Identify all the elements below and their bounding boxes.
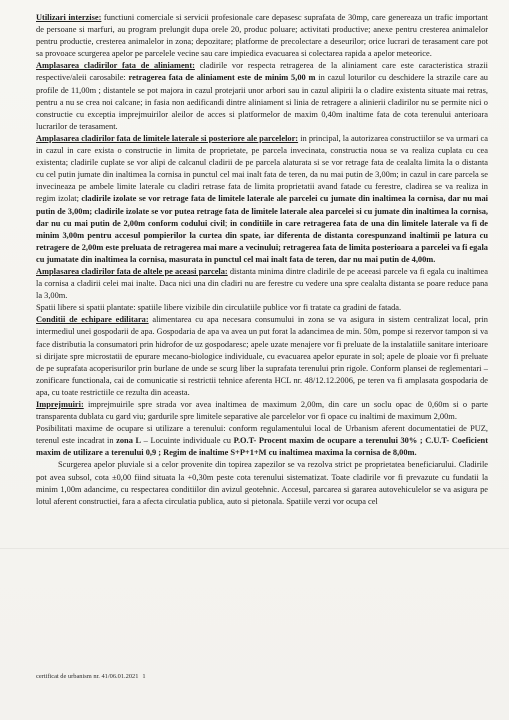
heading-echipare-edilitara: Conditii de echipare edilitara: (36, 315, 149, 325)
paragraph-echipare-edilitara: Conditii de echipare edilitara: alimentarea cu apa necesara consumului in zona se va asigura in sistem centralizat local, prin intermediul unei gospodarii de apa. Gospodaria de apa va avea un put forat la adancimea de min. 50m, pompe si rezervor tampon si va face distributia la consumatori prin hidrofor de uz gospodaresc; apele uzate menajere vor fi preluate de la instalatiile sanitare interioare si dirijate spre microstatii de epurare mecano-biologice individuale, cu evacuarea apelor epurate in sol; apele de ploaie vor fi preluate de pe suprafata acoperisurilor prin burlane de unde se scurg liber la suprafata terenului prin rigole. Conform plansei de reglementari – zonificare functionala, cai de comunicatie si restrictii tehnice aferenta HCL nr. 48/12.12.2006, pe teren va fi amplasata gospodaria de apa, cu toate restrictiile ce rezulta din aceasta. (36, 315, 488, 397)
paragraph-scurgerea-apelor: Scurgerea apelor pluviale si a celor provenite din topirea zapezilor se va rezolva strict pe proprietatea beneficiarului. Cladirile pot avea subsol, cota ±0,00 fiind situata la +0,30m peste cota terenului sistematizat. Toate cladirile vor fi prevazute cu fundatii la minim 1,00m adancime, cu respectarea conditiilor din avizul geotehnic. Accesul, parcarea si gararea autovehiculelor se va asigura pe lotul aferent constructiei, fara a afecta circulatia publica, auto si pietonala. Spatiile verzi vor ocupa cel (36, 460, 488, 506)
heading-aceeasi-parcela: Amplasarea cladirilor fata de altele pe aceasi parcela: (36, 266, 228, 276)
paragraph-limite-laterale: Amplasarea cladirilor fata de limitele laterale si posteriore ale parcelelor: in principal, la autorizarea constructiilor se va urmari ca in cazul in care exista o constructie in limita de proprietate, pe parcela invecinata, constructia noua se va realiza cuplata cu cea existenta; cladirile cuplate se vor alipi de calcanul cladirii de pe parcela alaturata si se vor retrage fata de cealalta limita la o distanta cu cel putin jumate din inaltimea la cornisa in punctul cel mai inalt fata de teren, da nu mai putin de 3,00m; in cazul in care parcela se invecineaza pe ambele limite laterale cu cladiri retrase fata de limita proprietatii avand fatade cu ferestre, cladirea se va realiza in regim izolat; cladirile izolate se vor retrage fata de limitele laterale ale parcelei cu jumate din inaltimea la cornisa, dar nu mai putin de 3,00m; cladirile izolate se vor putea retrage fata de limitele laterale alea parcelei si cu jumate din inaltimea la cornisa, dar nu cu mai putin de 2,00m conform codului civil; in conditiile in care retragerea fata de una din limitele laterale va fi de minim 3,00m pentru accesul pompierilor la curtea din spate, iar diferenta de distanta corespunzand inaltimii pe latura cu retragere de 2,00m este preluata de retragerea mai mare a vecinului; retragerea fata de limita posterioara a parcelei va fi egala cu jumatate din inaltimea la cornisa, masurata in punctul cel mai inalt fata de teren, dar nu mai putin de 4,00m. (36, 133, 489, 264)
page-fold-shadow (0, 548, 509, 549)
document-body (36, 12, 488, 508)
paragraph-utilizari-interzise: Utilizari interzise: functiuni comerciale si servicii profesionale care depasesc suprafata de 30mp, care genereaza un trafic important de persoane si marfuri, au program prelungit dupa orele 20, produc poluare; activitati productive; anexe pentru cresterea animalelor pentru productie, cresterea animalelor in zona; depozitare; platforme de precolectare a deseurilor; orice lucrari de terasament care pot sa provoace scurgerea apelor pe parcelele vecine sau care impiedica evacuarea si colectarea rapida a apelor meteorice. (36, 13, 488, 59)
paragraph-aliniament: Amplasarea cladirilor fata de aliniament: cladirile vor respecta retragerea de la aliniament care este caracteristica strazii respective/aleii carosabile: retragerea fata de aliniament este de minim 5,00 m in cazul loturilor cu deschidere la strazile care au profile de 11,00m ; distantele se pot majora in cazul protejarii unor arbori sau in cazul alipirii la o cladire existenta situate mai retras, pentru a nu se crea noi calcane; in fasia non aedificandi dintre aliniament si linia de retragere a alinierii cladirilor nu se permite nici o constructie cu exceptia imprejmuirilor aleilor de acces si platformelor de maxim 0,40m inaltime fata de cota terenului anterioara lucrarilor de terasament. (36, 61, 488, 131)
paragraph-imprejmuiri: Imprejmuiri: imprejmuirile spre strada vor avea inaltimea de maximum 2,00m, din care un soclu opac de 0,60m si o parte transparenta dublata cu gard viu; gardurile spre limitele separative ale parcelelor vor fi opace cu inaltimi de maximum 2,00m. (36, 400, 488, 422)
paragraph-aceeasi-parcela: Amplasarea cladirilor fata de altele pe aceasi parcela: distanta minima dintre cladirile de pe aceeasi parcele va fi egala cu inaltimea la cornisa a cladirii celei mai inalte. Daca nici una din cladiri nu are ferestre cu vedere una spre cealalta distanta se poare reduce pana la 3,00m. (36, 266, 488, 301)
heading-imprejmuiri: Imprejmuiri: (36, 400, 84, 409)
page-number: 1 (142, 673, 146, 680)
paragraph-posibilitati-maxime: Posibilitati maxime de ocupare si utilizare a terenului: conform regulamentului local de Urbanism aferent documentatiei de PUZ, terenul este incadrat in zona L – Locuinte individuale cu P.O.T- Procent maxim de ocupare a terenului 30% ; C.U.T- Coeficient maxim de utilizare a terenului 0,9 ; Regim de inaltime S+P+1+M cu inaltimea maxima la cornisa de 8,00m. (36, 424, 488, 458)
paragraph-spatii-libere: Spatii libere si spatii plantate: spatiile libere vizibile din circulatiile publice vor fi tratate ca gradini de fatada. (36, 303, 402, 313)
page-footer (36, 673, 150, 680)
heading-utilizari-interzise: Utilizari interzise: (36, 13, 102, 22)
heading-aliniament: Amplasarea cladirilor fata de aliniament: (36, 61, 195, 71)
footer-certificate-reference: certificat de urbanism nr. 41/06.01.2021 (36, 673, 139, 680)
heading-limite-laterale: Amplasarea cladirilor fata de limitele laterale si posteriore ale parcelelor: (36, 133, 299, 143)
